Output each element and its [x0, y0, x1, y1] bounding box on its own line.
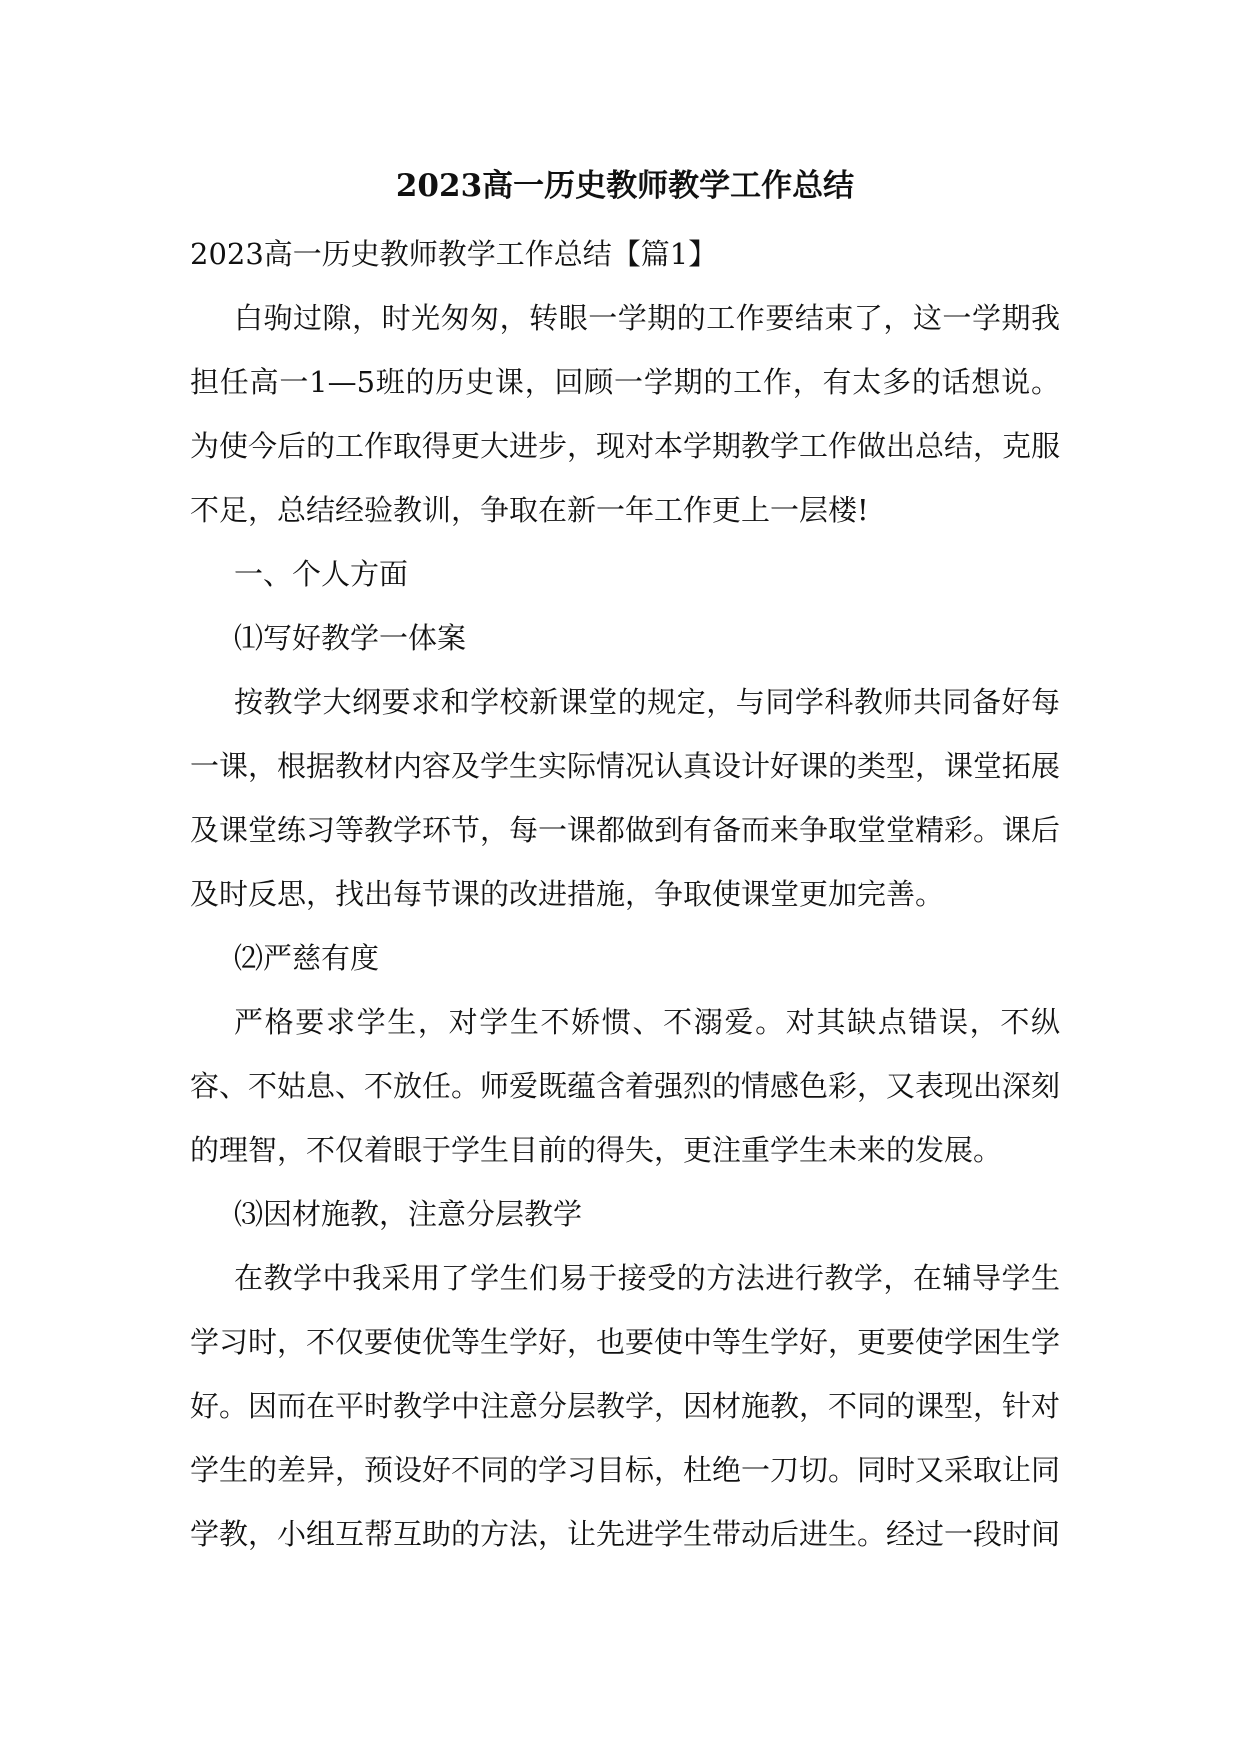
paragraph-lesson-plan: 按教学大纲要求和学校新课堂的规定，与同学科教师共同备好每一课，根据教材内容及学生实际情况认真设计好课的类型，课堂拓展及课堂练习等教学环节，每一课都做到有备而来争取堂堂精彩。课后及时反思，找出每节课的改进措施，争取使课堂更加完善。 — [190, 685, 1061, 911]
heading-strict-kind: ⑵严慈有度 — [234, 941, 380, 975]
page-title: 2023高一历史教师教学工作总结 — [395, 168, 855, 204]
section-subtitle: 2023高一历史教师教学工作总结【篇1】 — [190, 237, 718, 271]
heading-lesson-plan: ⑴写好教学一体案 — [234, 621, 467, 655]
paragraph-strict-kind: 严格要求学生，对学生不娇惯、不溺爱。对其缺点错误，不纵容、不姑息、不放任。师爱既蕴含着强烈的情感色彩，又表现出深刻的理智，不仅着眼于学生目前的得失，更注重学生未来的发展。 — [190, 1005, 1061, 1167]
paragraph-differentiated-teaching: 在教学中我采用了学生们易于接受的方法进行教学，在辅导学生学习时，不仅要使优等生学好，也要使中等生学好，更要使学困生学好。因而在平时教学中注意分层教学，因材施教，不同的课型，针对学生的差异，预设好不同的学习目标，杜绝一刀切。同时又采取让同学教，小组互帮互助的方法，让先进学生带动后进生。经过一段时间 — [190, 1261, 1061, 1551]
heading-personal: 一、个人方面 — [234, 557, 409, 591]
heading-differentiated-teaching: ⑶因材施教，注意分层教学 — [234, 1197, 583, 1231]
paragraph-intro: 白驹过隙，时光匆匆，转眼一学期的工作要结束了，这一学期我担任高一1—5班的历史课，回顾一学期的工作，有太多的话想说。为使今后的工作取得更大进步，现对本学期教学工作做出总结，克服不足，总结经验教训，争取在新一年工作更上一层楼! — [190, 301, 1061, 527]
document-body — [190, 150, 1060, 1566]
